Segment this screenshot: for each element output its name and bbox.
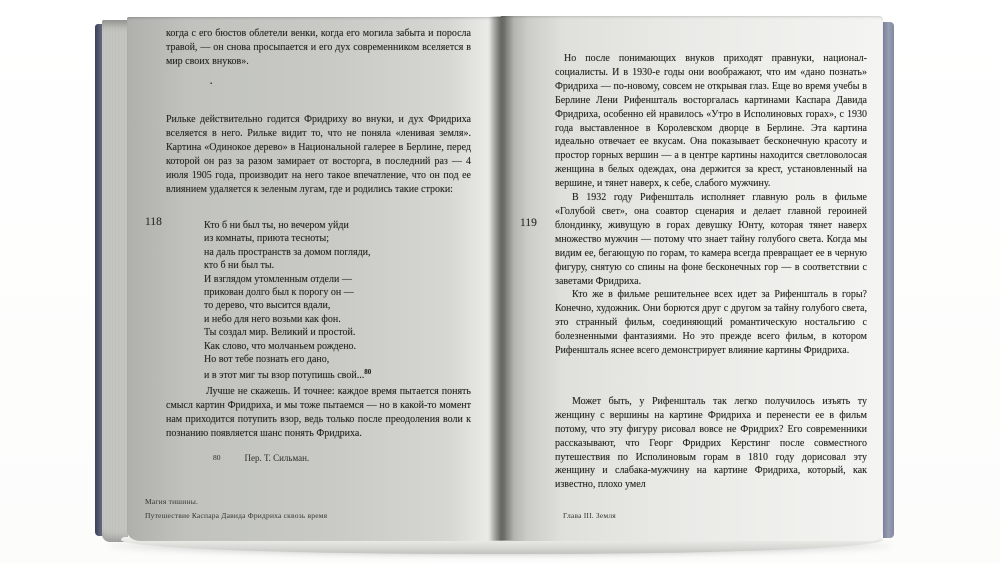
paragraph-continuation: когда с его бюстов облетели венки, когда его могила забыта и поросла травой, — он снова просыпается и его дух современником вселяется в мир своих внуков». <box>166 28 471 67</box>
paragraph-rilke: Рильке действительно годится Фридриху во внуки, и дух Фридриха вселяется в него. Рильке видит то, что не поняла «ленивая земля». Картина «Одинокое дерево» в Национальной галерее в Берлине, перед которой он раз за разом замирает от восторга, в последний раз — 4 июля 1905 года, производит на него такое впечатление, что он под ее влиянием удаляется к зеленым лугам, где и родились такие строки: <box>166 114 471 195</box>
poem-last-line-text: и в этот миг ты взор потупишь свой... <box>204 370 365 382</box>
text-line: кто б ни был ты. <box>204 260 275 272</box>
text-line: Кто же в фильме решительнее всех идет за Рифеншталь в горы? Конечно, художник. Они борются друг с другом за тайну голубого света, это странный фильм, соединяющий романтическую ностальгию с болезненными фантазиями. Но это прежде всего фильм, в котором Рифеншталь яснее всего демонстрирует влияние картины Фридриха. <box>555 289 867 357</box>
open-book <box>95 14 894 548</box>
text-line: И взглядом утомленным отдели — <box>204 273 352 285</box>
right-page-text <box>555 52 867 492</box>
page-number-right: 119 <box>520 217 537 229</box>
running-footer-left <box>145 495 327 522</box>
page-number-left: 118 <box>145 216 162 228</box>
section-separator: ▪ <box>210 81 213 87</box>
book-cover-right-edge <box>883 22 894 538</box>
book-subtitle: Путешествие Каспара Давида Фридриха сквозь время <box>145 510 328 520</box>
text-line: и небо для него возьми как фон. <box>204 313 341 325</box>
poem <box>204 219 454 383</box>
text-line: то дерево, что высится вдали, <box>204 300 331 312</box>
text-line: из комнаты, приюта тесноты; <box>204 233 329 245</box>
book-title: Магия тишины. <box>145 497 199 506</box>
text-line: Ты создал мир. Великий и простой. <box>204 327 356 339</box>
text-line: Кто б ни был ты, но вечером уйди <box>204 220 349 231</box>
text-line: Но после понимающих внуков приходят правнуки, национал-социалисты. И в 1930-е годы они воображают, что им «дано познать» Фридриха — по-новому, совсем не открывая глаз. Еще во время учебы в Берлине Лени Рифеншталь восторгалась картинами Каспара Давида Фридриха, особенно ей нравилось «Утро в Исполиновых горах», с 1930 года выставленное в Королевском дворце в Берлине. Эта картина идеально отвечает ее вкусам. Она показывает бесконечную красоту и простор горных вершин — а в центре картины находится светловолосая женщина в белых одеждах, она держится за крест, установленный на вершине, и тянет наверх, к себе, слабого мужчину. <box>555 53 867 190</box>
text-line: Как слово, что молчаньем рождено. <box>204 340 357 352</box>
footnote-number: 80 <box>213 453 221 462</box>
left-page <box>127 17 501 541</box>
text-line: В 1932 году Рифеншталь исполняет главную роль в фильме «Голубой свет», она соавтор сценария и делает главной героиней блондинку, живущую в горах девушку Юнту, которая тянет наверх множество мужчин — потому что знает тайну голубого света. Когда мы видим ее, бегающую по горам, то камера всегда превращает ее в черную фигуру, снятую со спины на фоне бесконечных гор — в соответствии с заветами Фридриха. <box>555 192 867 287</box>
text-line: прикован долго был к порогу он — <box>204 287 354 299</box>
paragraph-closing: Лучше не скажешь. И точнее: каждое время пытается понять смысл картин Фридриха, и мы тоже пытаемся — но в какой-то момент нам приходится потупить взор, ведь только после преодоления воли к познанию появляется шанс понять Фридриха. <box>166 386 471 439</box>
footnote <box>213 453 309 463</box>
left-page-stack-edge <box>102 20 128 542</box>
right-page <box>501 16 883 541</box>
running-footer-right: Глава III. Земля <box>563 511 616 520</box>
poem-lines <box>204 219 454 366</box>
footnote-reference: 80 <box>364 368 372 377</box>
footnote-text: Пер. Т. Сильман. <box>244 453 310 463</box>
text-line: на даль пространств за домом погляди, <box>204 246 371 258</box>
poem-last-line <box>204 366 454 382</box>
text-line: Может быть, у Рифеншталь так легко получилось изъять ту женщину с вершины на картине Фридриха и перенести ее в фильм потому, что эту фигуру рисовал вовсе не Фридрих? Его современники рассказывают, что Георг Фридрих Керстинг после совместного путешествия по Исполиновым горам в 1810 году дорисовал эту женщину и слабака-мужчину на картине Фридриха, который, как известно, плохо умел <box>555 395 867 491</box>
text-line: Но вот тебе познать его дано, <box>204 354 330 366</box>
